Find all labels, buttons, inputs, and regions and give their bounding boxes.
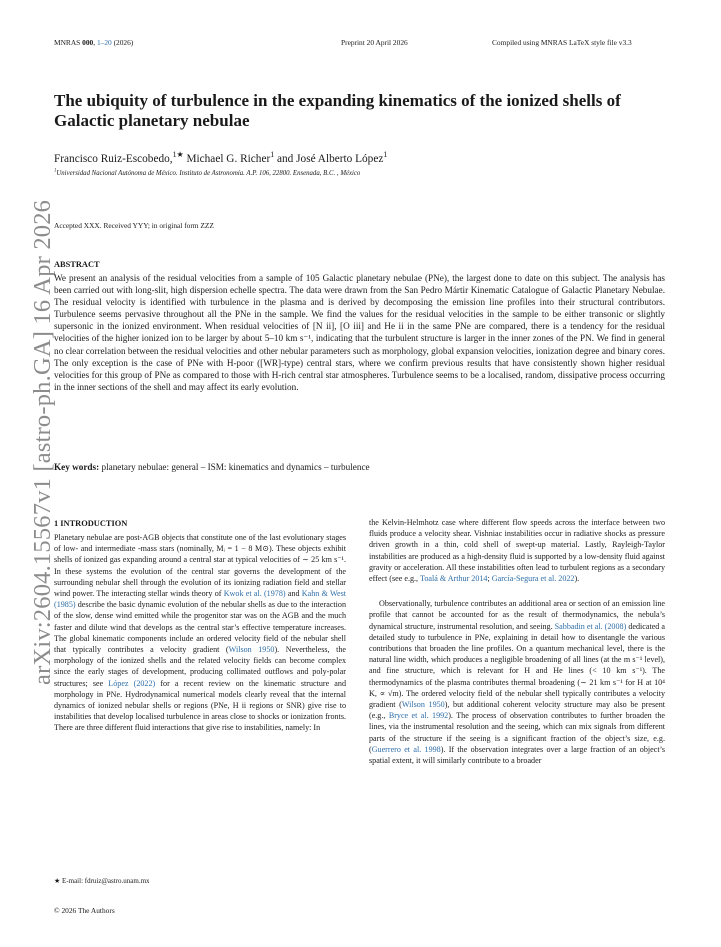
text-run: for a recent review on the kinematic structure and morphology in PNe. Hydrodynamical numerical models clearly reveal that the internal dynamics of ionized nebular shells or regions (PNe, H ii regions or SNR) give rise to instabilities that develop localised turbulence in areas close to shocks or ionization fronts. There are three different fluid interactions that give rise to instabilities, namely: In: [54, 678, 346, 733]
author-2-mark: 1: [270, 150, 275, 160]
intro-column-right: [369, 517, 665, 766]
text-run: ). If the observation integrates over a large fraction of an object’s spatial extent, it will similarly contribute to a broader: [369, 744, 665, 766]
text-run: ᵢ = 1 − 8 M⊙). These objects exhibit shells of ionized gas expanding around a central star at typical velocities of ∼ 25 km s⁻¹. In these systems the evolution of the central star governs the development of the surrounding nebular shell through the evolution of its ionizing radiation field and stellar wind power. The interacting stellar winds theory of: [54, 544, 346, 599]
citation-link[interactable]: López (2022): [108, 678, 156, 688]
citation-link[interactable]: Toalá & Arthur 2014: [419, 574, 488, 584]
abstract-heading: ABSTRACT: [54, 260, 100, 269]
author-3: and José Alberto López: [274, 153, 384, 165]
accepted-line: Accepted XXX. Received YYY; in original form ZZZ: [54, 221, 214, 230]
journal-ref: [54, 38, 133, 47]
text-run: and: [285, 589, 302, 599]
text-run: describe the basic dynamic evolution of the nebular shells as due to the interaction of the slow, dense wind emitted while the progenitor star was on the AGB and the much faster and dilute wind that develops as the central star’s effective temperature increases. The global kinematic components include an ordered velocity field of the nebular shell that typically contributes a velocity gradient (: [54, 600, 346, 655]
author-1: Francisco Ruiz-Escobedo,: [54, 153, 173, 165]
paragraph: [369, 598, 665, 766]
text-run: ).: [574, 574, 580, 584]
intro-column-left: [54, 532, 346, 734]
paragraph: [369, 517, 665, 584]
text-run: dedicated a detailed study to turbulence in PNe, explaining in detail how to disentangle the various contributions that broaden the line profiles. On a quantum mechanical level, there is the natural line width, which produces a negligible broadening of all lines (at the m s⁻¹ level), and fine structure, which is relevant for H and He lines (< 10 km s⁻¹). The thermodynamics of the plasma contributes thermal broadening (∼ 21 km s⁻¹ for H at 10⁴ K, ∝ √m). The ordered velocity field of the nebular shell typically contributes a velocity gradient (: [369, 621, 665, 710]
keywords: [54, 462, 370, 472]
citation-link[interactable]: Guerrero et al. 1998: [371, 744, 441, 754]
keywords-text: planetary nebulae: general – ISM: kinematics and dynamics – turbulence: [99, 462, 370, 472]
compiled-note: Compiled using MNRAS LaTeX style file v3.3: [492, 38, 632, 47]
citation-link[interactable]: Sabbadin et al. (2008): [554, 621, 627, 631]
section-heading: 1 INTRODUCTION: [54, 519, 128, 528]
citation-link[interactable]: Kahn & West (1985): [54, 589, 346, 610]
journal-pages-link[interactable]: 1–20: [96, 38, 112, 47]
citation-link[interactable]: Bryce et al. 1992: [388, 711, 449, 721]
citation-link[interactable]: García-Segura et al. 2022: [491, 574, 575, 584]
text-run: ). The process of observation contributes to further broaden the lines, via the instrumental resolution and the seeing, which can mix signals from different parts of the structure if the seeing is a significant fraction of the object’s size, e.g. (: [369, 711, 665, 754]
paper-title: The ubiquity of turbulence in the expanding kinematics of the ionized shells of Galactic planetary nebulae: [54, 91, 621, 130]
affiliation-text: Universidad Nacional Autónoma de México. Instituto de Astronomía. A.P. 106, 22800. Ensenada, B.C. , México: [56, 170, 361, 177]
author-2: Michael G. Richer: [183, 153, 271, 165]
text-run: Planetary nebulae are post-AGB objects that constitute one of the last evolutionary stages of low- and intermediate -mass stars (nominally, M: [54, 533, 346, 554]
journal-sep: ,: [93, 38, 97, 47]
text-run: the Kelvin-Helmhotz case where different flow speeds across the interface between two fluids produce a velocity shear. Vishniac instabilities occur in radiative shocks as pressure driven growth in a thin, cold shell of swept-up material. Lastly, Rayleigh-Taylor instabilities are produced as a high-density fluid is supported by a low-density fluid against gravity or acceleration. All these instabilities often lead to turbulent regions as a secondary effect (see e.g.,: [369, 518, 665, 584]
text-run: ), but additional coherent velocity structure may also be present (e.g.,: [369, 700, 665, 721]
author-1-mark: 1★: [172, 150, 184, 160]
journal-name: MNRAS: [54, 38, 83, 47]
keywords-label: Key words:: [54, 462, 100, 472]
citation-link[interactable]: Wilson 1950: [401, 700, 445, 710]
affiliation-mark: 1: [54, 168, 57, 174]
author-list: [54, 150, 388, 165]
affiliation: [54, 170, 360, 177]
citation-link[interactable]: Wilson 1950: [228, 645, 275, 655]
arxiv-stamp: arXiv:2604.15567v1 [astro-ph.GA] 16 Apr 2026: [29, 199, 56, 685]
text-run: ;: [487, 574, 492, 584]
text-run: Observationally, turbulence contributes an additional area or section of an emission line profile that cannot be accounted for as the result of thermodynamics, the nebula’s dynamical structure, instrumental resolution, and seeing.: [369, 599, 665, 631]
author-3-mark: 1: [383, 150, 388, 160]
preprint-date: Preprint 20 April 2026: [341, 38, 408, 47]
copyright: © 2026 The Authors: [54, 906, 115, 915]
abstract-body: We present an analysis of the residual velocities from a sample of 105 Galactic planetary nebulae (PNe), the largest done to date on this subject. The analysis has been carried out with long-slit, high dispersion echelle spectra. The data were drawn from the San Pedro Mártir Kinematic Catalogue of Galactic Planetary Nebulae. The residual velocity is identified with turbulence in the plasma and is derived by decomposing the emission line profiles into their structural contributors. Turbulence seems pervasive throughout all the PNe in the sample. We find the values for the residual velocities in the sample to be either transonic or slightly supersonic in the ionized environment. When residual velocities of [N ii], [O iii] and He ii in the same PNe are compared, there is a tendency for the residual velocities of the higher ionized ion to be larger by about 5–10 km s⁻¹, indicating that the turbulent structure is larger in the inner zones of the PN. We find in general no clear correlation between the residual velocities and other nebular parameters such as morphology, global expansion velocities, ionization degree and binary cores. The only exception is the case of PNe with H-poor ([WR]-type) central stars, where we confirm previous results that have consistently shown higher residual velocities for this group of PNe as compared to those with H-rich central star atmospheres. Turbulence seems to be a localised, random, dissipative process occurring in the inner sections of the shell and may affect its early evolution.: [54, 273, 665, 392]
footnote-email: ★ E-mail: fdruiz@astro.unam.mx: [54, 877, 150, 885]
citation-link[interactable]: Kwok et al. (1978): [223, 589, 286, 599]
journal-year: (2026): [111, 38, 134, 47]
journal-volume: 000: [82, 38, 94, 47]
text-run: ). Nevertheless, the morphology of the ionized shells and the related velocity fields can become complex since the early stages of development, producing collimated outflows and poly-polar structures; see: [54, 645, 346, 688]
